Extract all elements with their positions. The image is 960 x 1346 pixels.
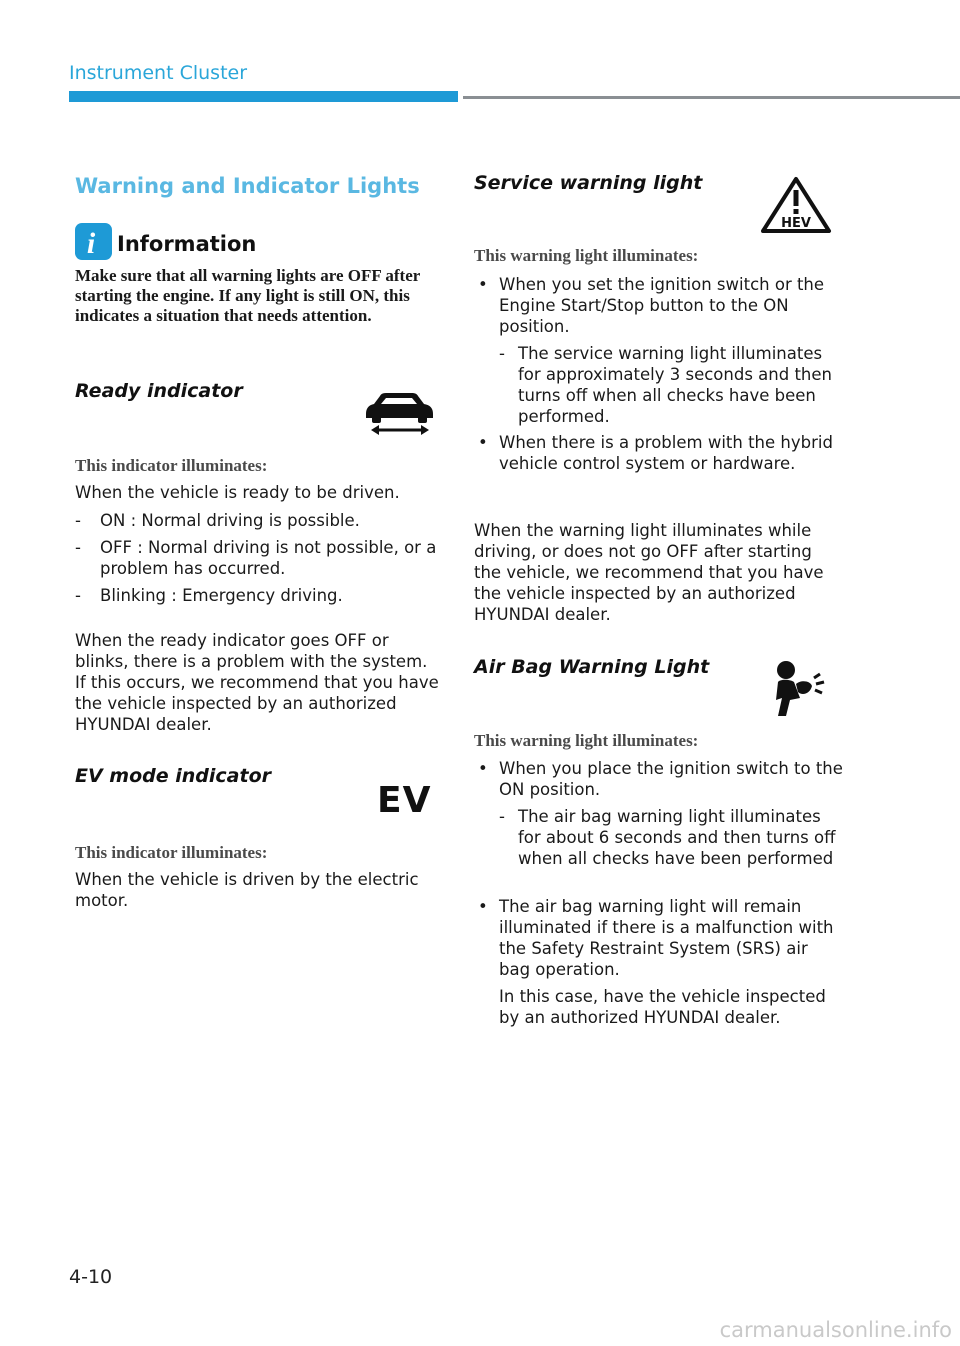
svg-text:i: i [86,227,96,260]
watermark-text: carmanualsonline.info [719,1318,952,1342]
ev-text: When the vehicle is driven by the electric motor. [75,870,419,910]
ready-note: When the ready indicator goes OFF or blinks, there is a problem with the system. If this occurs, we recommend that you have the vehicle inspected by an authorized HYUNDAI dealer. [75,631,439,734]
ev-icon: EV [377,780,432,821]
service-warning-heading: Service warning light [474,172,703,194]
hev-warning-icon [760,176,832,234]
information-text: Make sure that all warning lights are OFF after starting the engine. If any light is still ON, this indicates a situation that needs attention. [75,266,421,325]
ready-lead: This indicator illuminates: [75,456,268,475]
ev-lead: This indicator illuminates: [75,843,268,862]
page-number: 4-10 [69,1266,113,1288]
service-note: When the warning light illuminates while driving, or does not go OFF after starting the vehicle, we recommend that you have the vehicle inspected by an authorized HYUNDAI dealer. [474,521,824,624]
service-lead: This warning light illuminates: [474,246,699,265]
ev-indicator-heading: EV mode indicator [75,765,271,787]
airbag-warning-heading: Air Bag Warning Light [474,656,710,678]
running-header: Instrument Cluster [69,62,248,84]
list-item: • When you set the ignition switch or the Engine Start/Stop button to the ON position. [478,275,825,336]
section-title: Warning and Indicator Lights [75,174,420,198]
list-item: - The air bag warning light illuminates for about 6 seconds and then turns off when all checks have been performed [499,807,836,868]
list-item: • The air bag warning light will remain illuminated if there is a malfunction with the Safety Restraint System (SRS) air bag operation. [478,897,834,979]
list-item: - The service warning light illuminates for approximately 3 seconds and then turns off when all checks have been performed. [499,344,832,426]
car-with-arrow-icon [362,390,437,438]
airbag-icon [766,660,838,718]
information-label: Information [117,232,257,256]
header-rule-gray [463,96,960,99]
hev-icon-label: HEV [781,216,811,231]
list-item: • When you place the ignition switch to the ON position. [478,759,843,799]
list-item: - OFF : Normal driving is not possible, or a problem has occurred. [75,538,437,578]
list-item: - ON : Normal driving is possible. [75,511,360,530]
airbag-lead: This warning light illuminates: [474,731,699,750]
information-icon [75,223,112,260]
header-rule-blue [69,91,458,102]
list-item: • When there is a problem with the hybrid vehicle control system or hardware. [478,433,833,473]
ready-indicator-heading: Ready indicator [75,380,243,402]
ready-intro: When the vehicle is ready to be driven. [75,483,400,502]
list-item: - Blinking : Emergency driving. [75,586,343,605]
airbag-follow-text: In this case, have the vehicle inspected by an authorized HYUNDAI dealer. [499,987,826,1027]
